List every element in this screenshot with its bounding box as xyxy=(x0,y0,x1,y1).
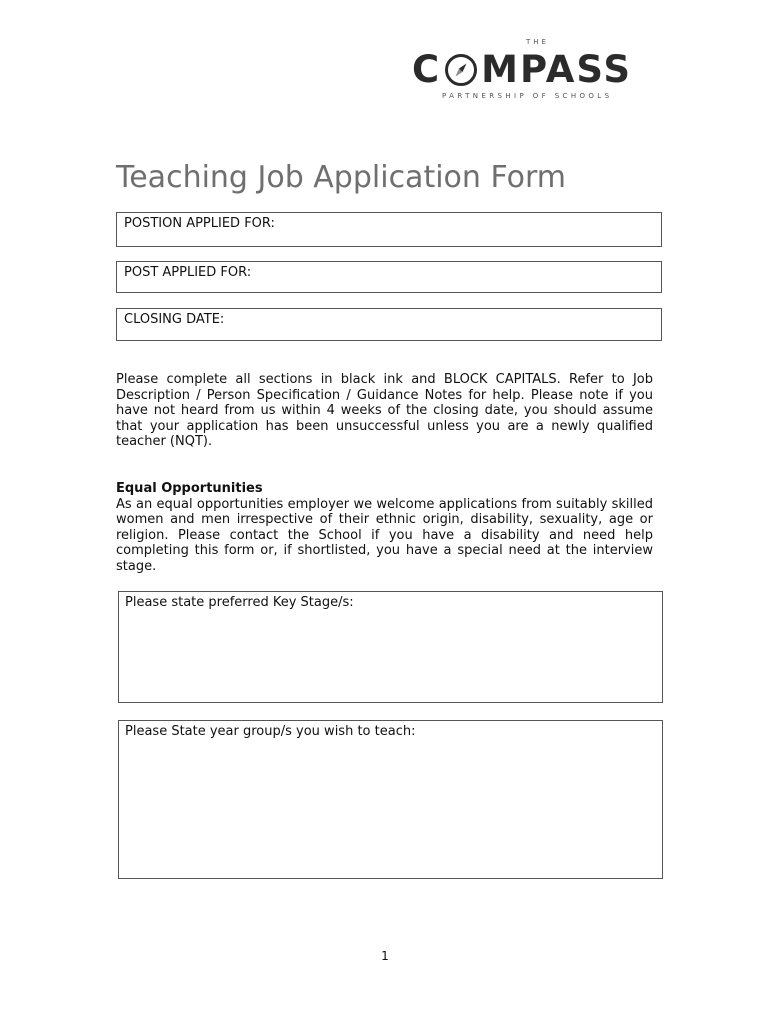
equal-opportunities-section xyxy=(116,481,653,574)
equal-opportunities-heading: Equal Opportunities xyxy=(116,481,263,496)
year-group-box[interactable] xyxy=(118,720,663,879)
post-applied-field[interactable] xyxy=(116,261,662,293)
equal-opportunities-body: As an equal opportunities employer we welcome applications from suitably skilled women and men irrespective of their ethnic origin, disability, sexuality, age or religion. Please contact the School if you have a disability and need help completing this form or, if shortlisted, you have a special need at the interview stage. xyxy=(116,496,653,574)
logo-wordmark xyxy=(412,50,632,90)
post-applied-label: POST APPLIED FOR: xyxy=(124,265,252,280)
logo-letters-mpass: MPASS xyxy=(481,48,632,91)
position-applied-field[interactable] xyxy=(116,212,662,247)
position-applied-label: POSTION APPLIED FOR: xyxy=(124,216,275,231)
logo-the-text: THE xyxy=(526,38,549,46)
instructions-paragraph: Please complete all sections in black ink and BLOCK CAPITALS. Refer to Job Description / Person Specification / Guidance Notes for help. Please note if you have not heard from us within 4 weeks of the closing date, you should assume that your application has been unsuccessful unless you are a newly qualified teacher (NQT). xyxy=(116,372,653,449)
page-number: 1 xyxy=(381,949,389,963)
closing-date-field[interactable] xyxy=(116,308,662,341)
key-stage-label: Please state preferred Key Stage/s: xyxy=(125,595,354,610)
compass-logo xyxy=(412,38,662,104)
year-group-label: Please State year group/s you wish to teach: xyxy=(125,724,416,739)
page-title: Teaching Job Application Form xyxy=(116,160,567,195)
key-stage-box[interactable] xyxy=(118,591,663,703)
compass-icon xyxy=(444,53,478,87)
closing-date-label: CLOSING DATE: xyxy=(124,312,225,327)
logo-subtitle: PARTNERSHIP OF SCHOOLS xyxy=(442,92,613,100)
logo-letter-c: C xyxy=(412,48,442,91)
